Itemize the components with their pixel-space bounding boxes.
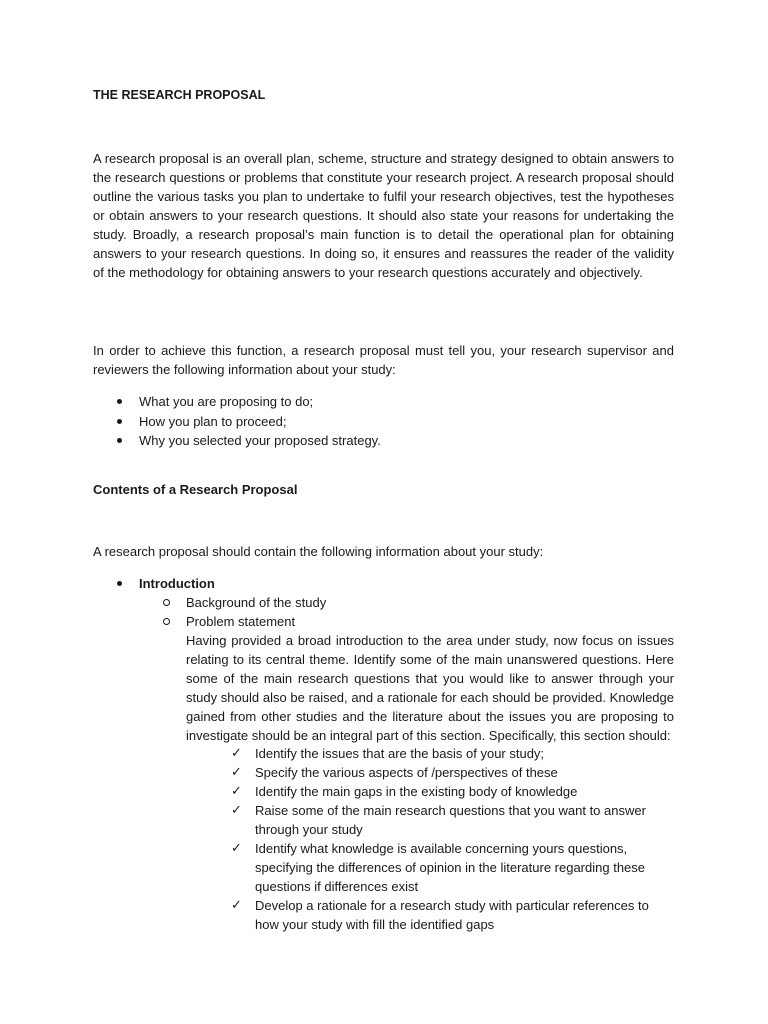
checklist-item-text: Identify the main gaps in the existing body of knowledge (255, 784, 578, 799)
checkmark-icon: ✓ (231, 765, 242, 780)
page-title: THE RESEARCH PROPOSAL (93, 88, 266, 102)
checklist-item (231, 801, 671, 839)
checklist-item-text: Identify what knowledge is available concerning yours questions, specifying the differences of opinion in the literature regarding these questions if differences exist (255, 841, 646, 894)
checkmark-icon: ✓ (231, 784, 242, 799)
introduction-sublist (139, 593, 674, 631)
list-item: Why you selected your proposed strategy. (93, 431, 674, 451)
checkmark-icon: ✓ (231, 898, 242, 913)
checklist (231, 744, 671, 934)
proposal-info-list (93, 392, 674, 451)
sublist-item-problem-statement: Problem statement (139, 612, 674, 631)
checkmark-icon: ✓ (231, 841, 242, 856)
section-heading: Contents of a Research Proposal (93, 482, 298, 497)
checklist-item-text: Identify the issues that are the basis of your study; (255, 746, 545, 761)
checklist-item (231, 763, 671, 782)
checklist-item (231, 744, 671, 763)
intro-paragraph: A research proposal is an overall plan, scheme, structure and strategy designed to obtain answers to the research questions or problems that constitute your research project. A research proposal should outline the various tasks you plan to undertake to fulfil your research objectives, test the hypotheses or obtain answers to your research questions. It should also state your reasons for undertaking the study. Broadly, a research proposal’s main function is to detail the operational plan for obtaining answers to your research questions. In doing so, it ensures and reassures the reader of the validity of the methodology for obtaining answers to your research questions accurately and objectively. (93, 151, 674, 280)
checklist-item (231, 839, 671, 896)
checkmark-icon: ✓ (231, 746, 242, 761)
list-item: What you are proposing to do; (93, 392, 674, 412)
list-item-introduction: Introduction (93, 574, 674, 593)
problem-statement-body: Having provided a broad introduction to the area under study, now focus on issues relating to its central theme. Identify some of the main unanswered questions. Here some of the main research questions that you would like to answer through your study should also be raised, and a rationale for each should be provided. Knowledge gained from other studies and the literature about the issues you are proposing to investigate should be an integral part of this section. Specifically, this section should: (186, 633, 674, 743)
checkmark-icon: ✓ (231, 803, 242, 818)
checklist-item-text: Raise some of the main research questions that you want to answer through your study (255, 803, 646, 837)
checklist-item-text: Specify the various aspects of /perspectives of these (255, 765, 558, 780)
list-item: How you plan to proceed; (93, 412, 674, 432)
checklist-item (231, 896, 671, 934)
checklist-item (231, 782, 671, 801)
function-paragraph: In order to achieve this function, a research proposal must tell you, your research supervisor and reviewers the following information about your study: (93, 343, 674, 377)
sublist-item-background: Background of the study (139, 593, 674, 612)
contents-paragraph: A research proposal should contain the following information about your study: (93, 544, 544, 559)
contents-list (93, 574, 674, 593)
checklist-item-text: Develop a rationale for a research study with particular references to how your study with fill the identified gaps (255, 898, 649, 932)
